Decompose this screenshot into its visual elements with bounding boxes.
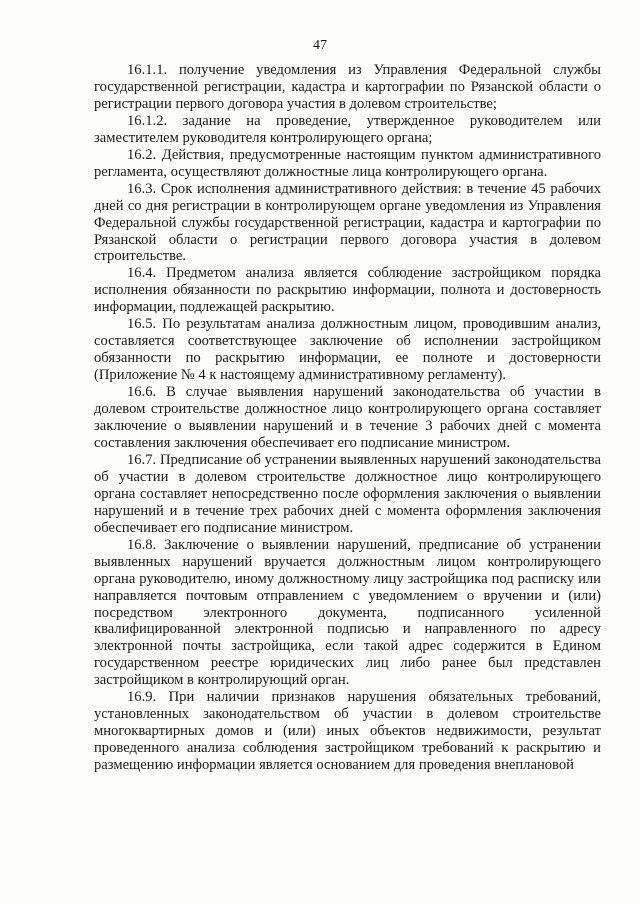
paragraph-16-6: 16.6. В случае выявления нарушений законодательства об участии в долевом строительстве должностное лицо контролирующего органа составляет заключение о выявлении нарушений и в течение 3 рабочих дней с момента составления заключения обеспечивает его подписание министром. xyxy=(94,384,601,451)
paragraph-16-3: 16.3. Срок исполнения административного действия: в течение 45 рабочих дней со дня регистрации в контролирующем органе уведомления из Управления Федеральной службы государственной регистрации, кадастра и картографии по Рязанской области о регистрации первого договора участия в долевом строительстве. xyxy=(94,180,601,265)
page-number: 47 xyxy=(313,38,327,53)
paragraph-16-2: 16.2. Действия, предусмотренные настоящим пунктом административного регламента, осуществляют должностные лица контролирующего органа. xyxy=(94,146,601,180)
paragraph-16-9: 16.9. При наличии признаков нарушения обязательных требований, установленных законодательством об участии в долевом строительстве многоквартирных домов и (или) иных объектов недвижимости, результат проведенного анализа соблюдения застройщиком требований к раскрытию и размещению информации является основанием для проведения внеплановой xyxy=(94,689,601,774)
paragraph-16-1-2: 16.1.2. задание на проведение, утвержденное руководителем или заместителем руководителя контролирующего органа; xyxy=(94,112,601,146)
paragraph-16-5: 16.5. По результатам анализа должностным лицом, проводившим анализ, составляется соответствующее заключение об исполнении застройщиком обязанности по раскрытию информации, ее полноте и достоверности (Приложение № 4 к настоящему административному регламенту). xyxy=(94,316,601,384)
document-body xyxy=(94,62,601,774)
paragraph-16-1-1: 16.1.1. получение уведомления из Управления Федеральной службы государственной регистрации, кадастра и картографии по Рязанской области о регистрации первого договора участия в долевом строительстве; xyxy=(94,62,601,112)
paragraph-16-7: 16.7. Предписание об устранении выявленных нарушений законодательства об участии в долевом строительстве должностное лицо контролирующего органа составляет непосредственно после оформления заключения о выявлении нарушений и в течение трех рабочих дней с момента оформления заключения обеспечивает его подписание министром. xyxy=(94,451,601,536)
paragraph-16-4: 16.4. Предметом анализа является соблюдение застройщиком порядка исполнения обязанности по раскрытию информации, полнота и достоверность информации, подлежащей раскрытию. xyxy=(94,265,601,316)
paragraph-16-8: 16.8. Заключение о выявлении нарушений, предписание об устранении выявленных нарушений вручается должностным лицом контролирующего органа руководителю, иному должностному лицу застройщика под расписку или направляется почтовым отправлением с уведомлением о вручении и (или) посредством электронного документа, подписанного усиленной квалифицированной электронной подписью и направленного по адресу электронной почты застройщика, если такой адрес содержится в Едином государственном реестре юридических лиц либо ранее был представлен застройщиком в контролирующий орган. xyxy=(94,536,601,689)
